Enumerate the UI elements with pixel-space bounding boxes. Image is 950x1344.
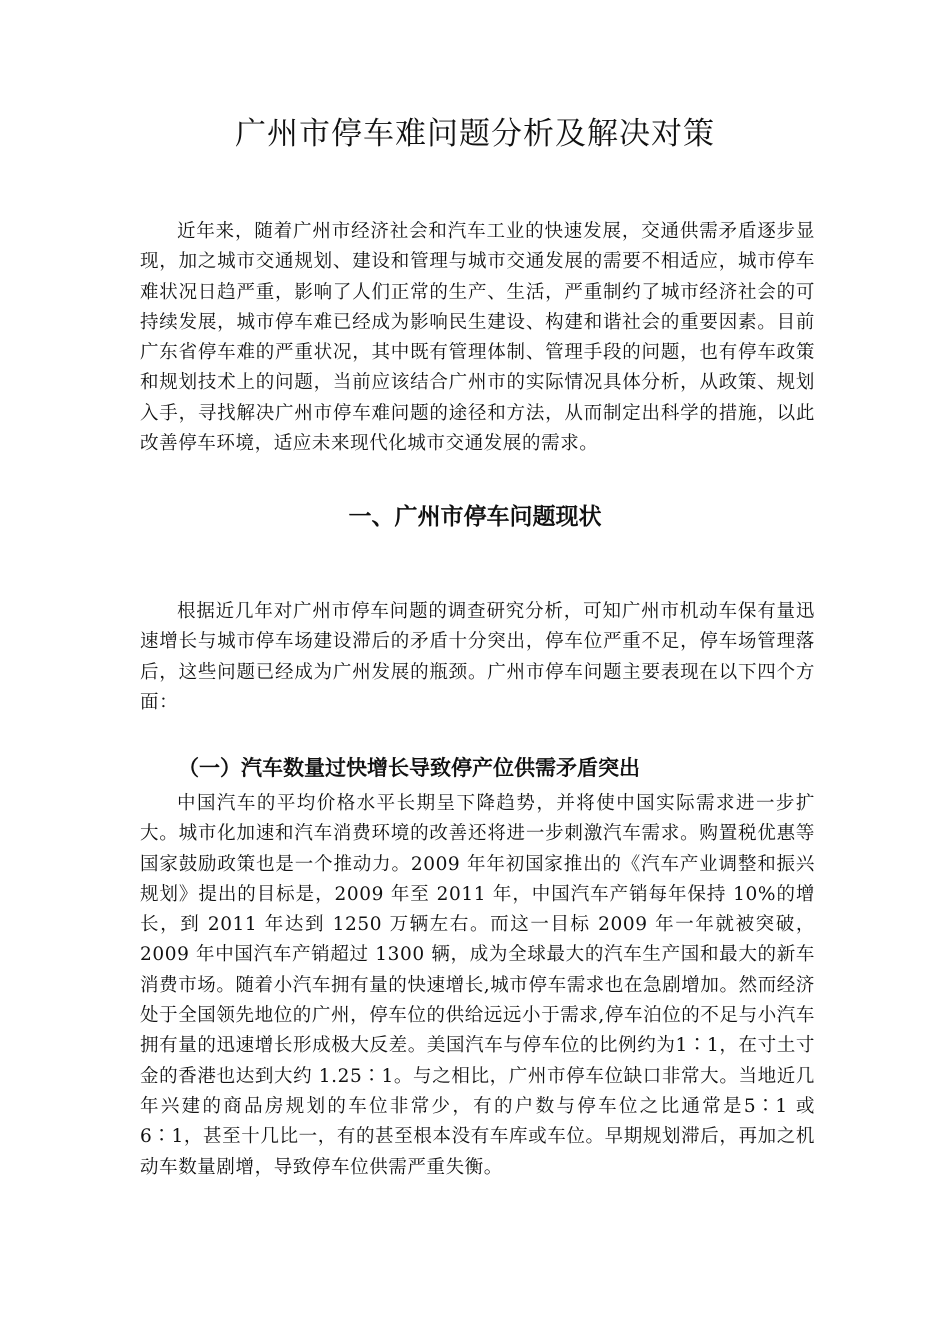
subsection-paragraph: 中国汽车的平均价格水平长期呈下降趋势，并将使中国实际需求进一步扩大。城市化加速和汽车消费环境的改善还将进一步刺激汽车需求。购置税优惠等国家鼓励政策也是一个推动力。2009 年年初国家推出的《汽车产业调整和振兴规划》提出的目标是，2009 年至 2011 年，中国汽车产销每年保持 10%的增长，到 2011 年达到 1250 万辆左右。而这一目标 2009 年一年就被突破，2009 年中国汽车产销超过 1300 辆，成为全球最大的汽车生产国和最大的新车消费市场。随着小汽车拥有量的快速增长,城市停车需求也在急剧增加。然而经济处于全国领先地位的广州，停车位的供给远远小于需求,停车泊位的不足与小汽车拥有量的迅速增长形成极大反差。美国汽车与停车位的比例约为1∶1，在寸土寸金的香港也达到大约 1.25∶1。与之相比，广州市停车位缺口非常大。当地近几年兴建的商品房规划的车位非常少，有的户数与停车位之比通常是5∶1 或 6∶1，甚至十几比一，有的甚至根本没有车库或车位。早期规划滞后，再加之机动车数量剧增，导致停车位供需严重失衡。 <box>140 793 815 1178</box>
intro-paragraph: 近年来，随着广州市经济社会和汽车工业的快速发展，交通供需矛盾逐步显现，加之城市交通规划、建设和管理与城市交通发展的需要不相适应，城市停车难状况日趋严重，影响了人们正常的生产、生活，严重制约了城市经济社会的可持续发展，城市停车难已经成为影响民生建设、构建和谐社会的重要因素。目前广东省停车难的严重状况，其中既有管理体制、管理手段的问题，也有停车政策和规划技术上的问题，当前应该结合广州市的实际情况具体分析，从政策、规划入手，寻找解决广州市停车难问题的途径和方法，从而制定出科学的措施，以此改善停车环境，适应未来现代化城市交通发展的需求。 <box>140 221 815 455</box>
section-heading: 一、广州市停车问题现状 <box>348 504 602 530</box>
document-title: 广州市停车难问题分析及解决对策 <box>235 116 715 152</box>
section-paragraph: 根据近几年对广州市停车问题的调查研究分析，可知广州市机动车保有量迅速增长与城市停车场建设滞后的矛盾十分突出，停车位严重不足，停车场管理落后，这些问题已经成为广州发展的瓶颈。广州市停车问题主要表现在以下四个方面： <box>140 601 815 713</box>
subsection-heading: （一）汽车数量过快增长导致停产位供需矛盾突出 <box>178 756 640 780</box>
